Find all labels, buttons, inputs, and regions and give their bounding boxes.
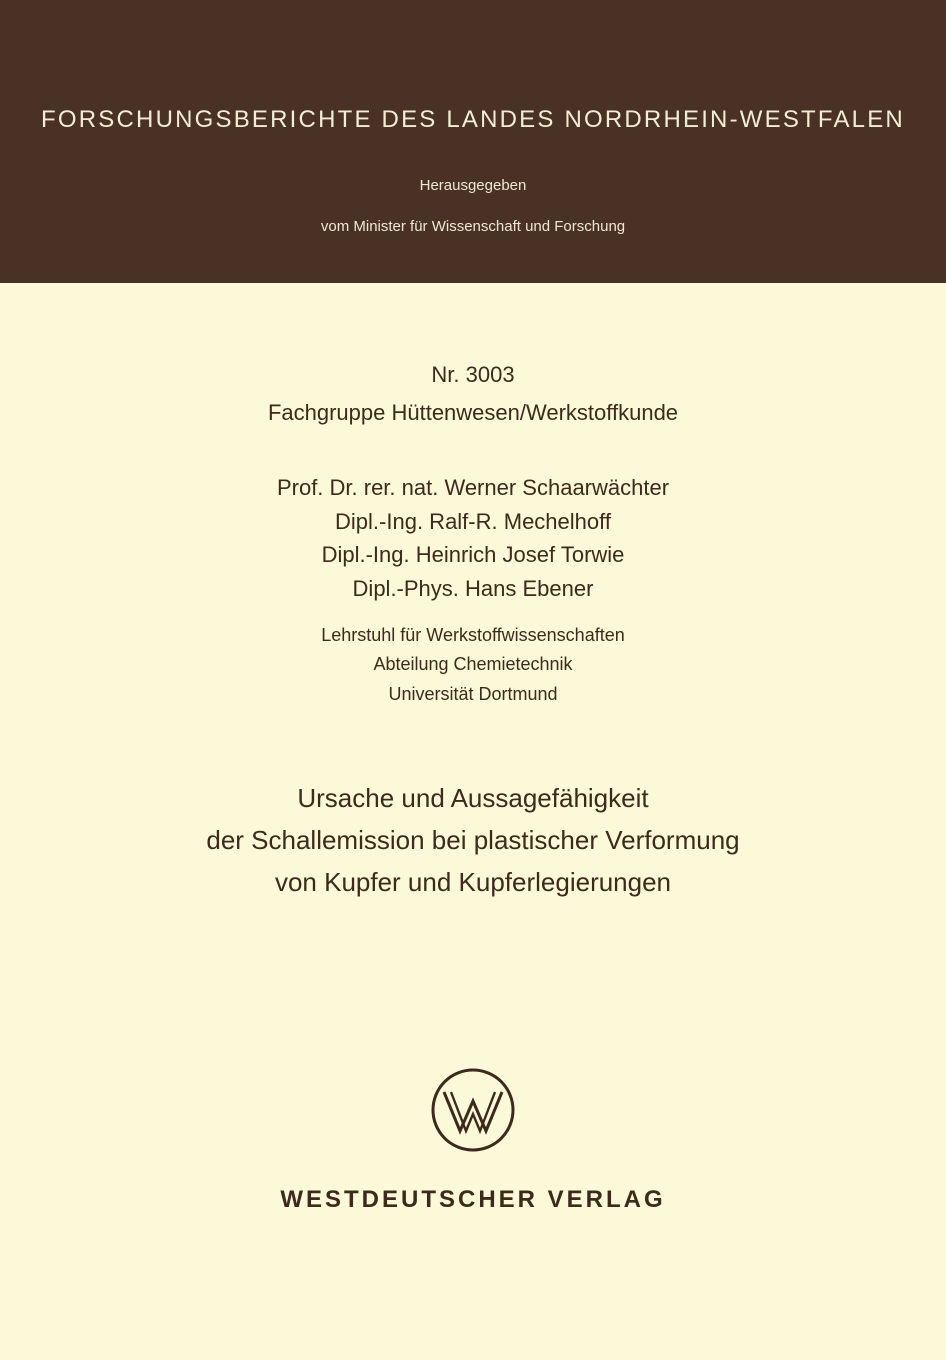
publisher-name: WESTDEUTSCHER VERLAG <box>280 1186 666 1213</box>
header-band <box>0 0 946 283</box>
author-1: Prof. Dr. rer. nat. Werner Schaarwächter <box>276 475 670 500</box>
series-title: FORSCHUNGSBERICHTE DES LANDES NORDRHEIN-WESTFALEN <box>41 106 905 133</box>
affiliation-chair: Lehrstuhl für Werkstoffwissenschaften <box>321 625 625 645</box>
report-number: Nr. 3003 <box>431 362 515 387</box>
author-3: Dipl.-Ing. Heinrich Josef Torwie <box>321 542 625 567</box>
edited-by-label: Herausgegeben <box>419 177 527 194</box>
book-title-line-1: Ursache und Aussagefähigkeit <box>297 783 649 813</box>
author-2: Dipl.-Ing. Ralf-R. Mechelhoff <box>335 509 611 534</box>
book-title-line-2: der Schallemission bei plastischer Verformung <box>206 825 740 855</box>
ministry-label: vom Minister für Wissenschaft und Forschung <box>320 218 626 235</box>
affiliation-university: Universität Dortmund <box>388 684 558 704</box>
affiliation-department: Abteilung Chemietechnik <box>373 654 573 674</box>
author-4: Dipl.-Phys. Hans Ebener <box>352 576 594 601</box>
book-title-line-3: von Kupfer und Kupferlegierungen <box>274 867 672 897</box>
subject-group: Fachgruppe Hüttenwesen/Werkstoffkunde <box>267 400 679 425</box>
westdeutscher-verlag-logo-icon <box>430 1067 516 1153</box>
